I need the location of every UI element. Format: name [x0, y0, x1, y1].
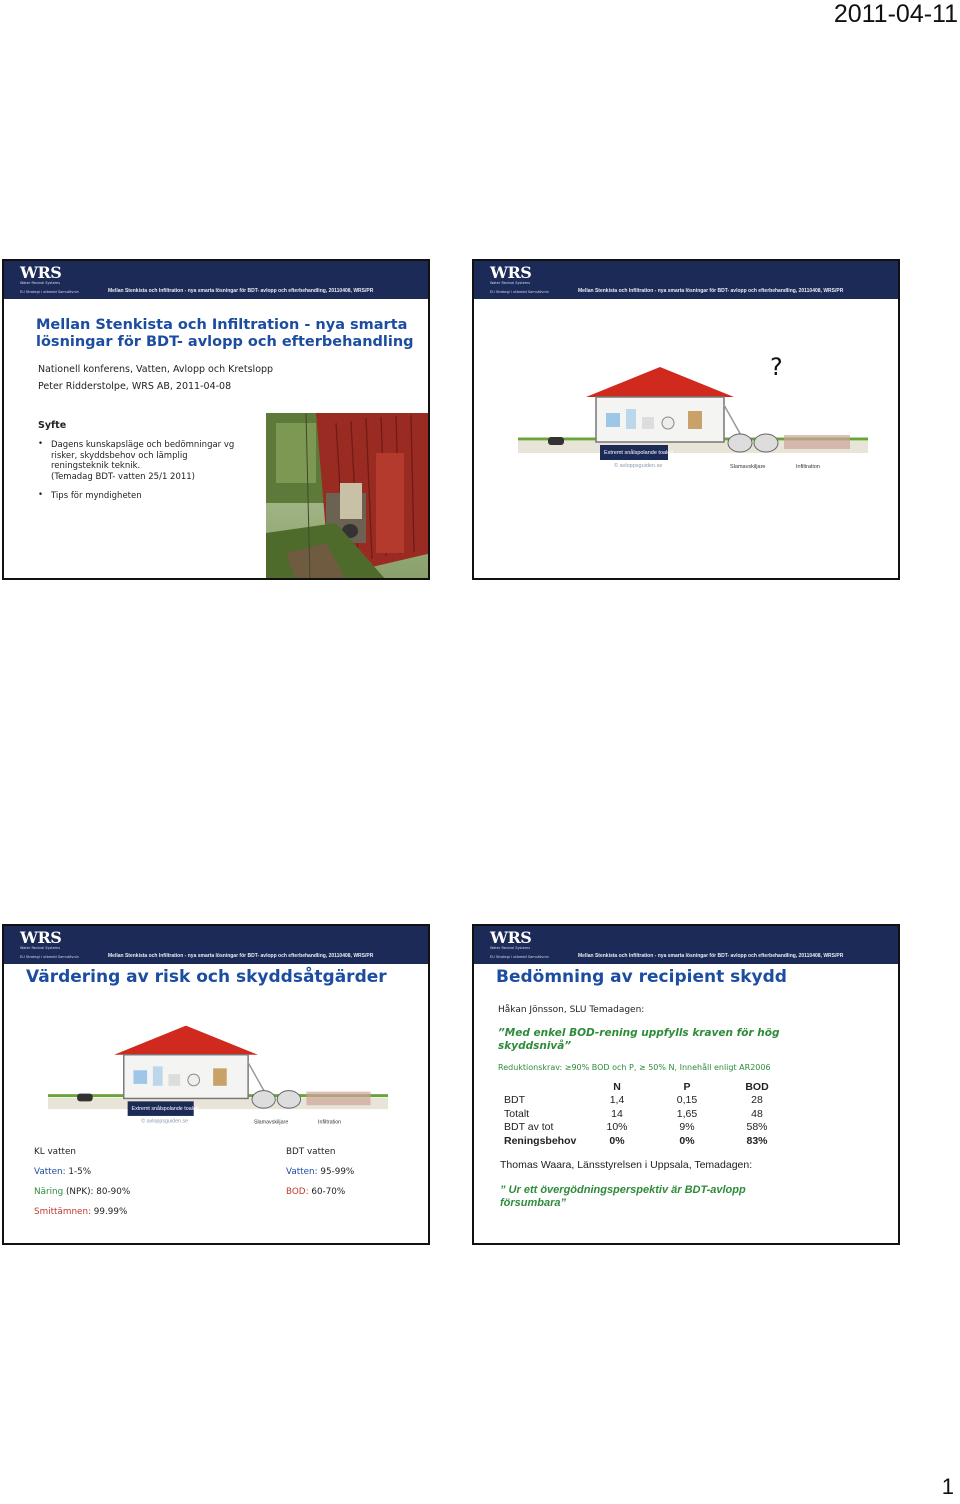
kl-smitt: Smittämnen: 99.99% — [34, 1207, 128, 1217]
header-text: Mellan Stenkista och Infiltration - nya smarta lösningar för BDT- avlopp och efterbehandling, 20110408, WRS/PR — [108, 953, 374, 959]
slide-header — [4, 261, 428, 299]
infiltration-label: Infiltration — [796, 464, 820, 470]
question-mark: ? — [770, 353, 783, 381]
kl-heading: KL vatten — [34, 1147, 76, 1157]
nutrient-table — [500, 1080, 792, 1148]
slide-header — [4, 926, 428, 964]
sludge-label: Slamavskiljare — [730, 464, 766, 470]
bullet-dot: • — [38, 490, 44, 500]
section-heading: Syfte — [38, 420, 67, 431]
bdt-heading: BDT vatten — [286, 1147, 336, 1157]
wrs-logo: WRS Water Revival Systems EU Strategi i utbredd Samutövnin — [20, 263, 79, 294]
house-photo — [266, 413, 430, 580]
quote-1: ”Med enkel BOD-rening uppfylls kraven för hög skyddsnivå” — [498, 1027, 780, 1052]
header-text: Mellan Stenkista och Infiltration - nya smarta lösningar för BDT- avlopp och efterbehandling, 20110408, WRS/PR — [108, 288, 374, 294]
slide-title: Värdering av risk och skyddsåtgärder — [26, 967, 387, 987]
header-text: Mellan Stenkista och Infiltration - nya smarta lösningar för BDT- avlopp och efterbehandling, 20110408, WRS/PR — [578, 288, 844, 294]
conference-text: Nationell konferens, Vatten, Avlopp och Kretslopp — [38, 364, 274, 375]
source-text: Håkan Jönsson, SLU Temadagen: — [498, 1005, 645, 1015]
slide-title: Mellan Stenkista och Infiltration - nya smarta lösningar för BDT- avlopp och efterbehandling — [36, 317, 414, 350]
source-text-2: Thomas Waara, Länsstyrelsen i Uppsala, Temadagen: — [500, 1159, 753, 1171]
wrs-logo: WRS Water Revival Systems EU Strategi i utbredd Samutövnin — [490, 263, 549, 294]
table-header-row: N P BOD — [613, 1080, 769, 1093]
wrs-logo: WRS Water Revival Systems EU Strategi i utbredd Samutövnin — [490, 928, 549, 959]
page-date: 2011-04-11 — [833, 0, 958, 28]
kl-vatten: Vatten: 1-5% — [34, 1167, 92, 1177]
slide-title: Bedömning av recipient skydd — [496, 967, 787, 987]
infiltration-label: Infiltration — [318, 1119, 342, 1126]
header-text: Mellan Stenkista och Infiltration - nya smarta lösningar för BDT- avlopp och efterbehandling, 20110408, WRS/PR — [578, 953, 844, 959]
table-row: Totalt 14 1,65 48 — [504, 1107, 763, 1120]
table-row: BDT av tot 10% 9% 58% — [504, 1121, 768, 1134]
sludge-label: Slamavskiljare — [253, 1119, 289, 1126]
slide-2 — [472, 259, 900, 580]
kl-naring: Näring (NPK): 80-90% — [34, 1187, 131, 1197]
bullet-dot: • — [38, 439, 44, 449]
table-row: BDT 1,4 0,15 28 — [504, 1094, 763, 1107]
slide-header — [474, 261, 898, 299]
bdt-bod: BOD: 60-70% — [286, 1187, 346, 1197]
page-number: 1 — [941, 1474, 954, 1499]
site-label: © avloppsguiden.se — [141, 1118, 189, 1125]
slide-4 — [472, 924, 900, 1245]
table-row: Reningsbehov 0% 0% 83% — [504, 1134, 768, 1147]
bdt-vatten: Vatten: 95-99% — [286, 1167, 355, 1177]
house-sewage-diagram — [518, 365, 868, 480]
slide-1 — [2, 259, 430, 580]
bullet-2: • Tips för myndigheten — [38, 490, 142, 501]
author-text: Peter Ridderstolpe, WRS AB, 2011-04-08 — [38, 381, 232, 392]
house-sewage-diagram — [48, 1022, 388, 1137]
quote-2: ” Ur ett övergödningsperspektiv är BDT-avlopp försumbara” — [500, 1184, 746, 1209]
site-label: © avloppsguiden.se — [614, 463, 663, 469]
slide-header — [474, 926, 898, 964]
toilet-label: Extremt snålspolande toalett — [131, 1106, 199, 1113]
toilet-label: Extremt snålspolande toalett — [604, 450, 674, 456]
requirement-text: Reduktionskrav: ≥90% BOD och P, ≥ 50% N, Innehåll enligt AR2006 — [498, 1063, 771, 1072]
wrs-logo: WRS Water Revival Systems EU Strategi i utbredd Samutövnin — [20, 928, 79, 959]
bullet-1: • Dagens kunskapsläge och bedömningar vg risker, skyddsbehov och lämplig reningsteknik teknik. (Temadag BDT- vatten 25/1 2011) — [38, 439, 235, 482]
slide-3 — [2, 924, 430, 1245]
